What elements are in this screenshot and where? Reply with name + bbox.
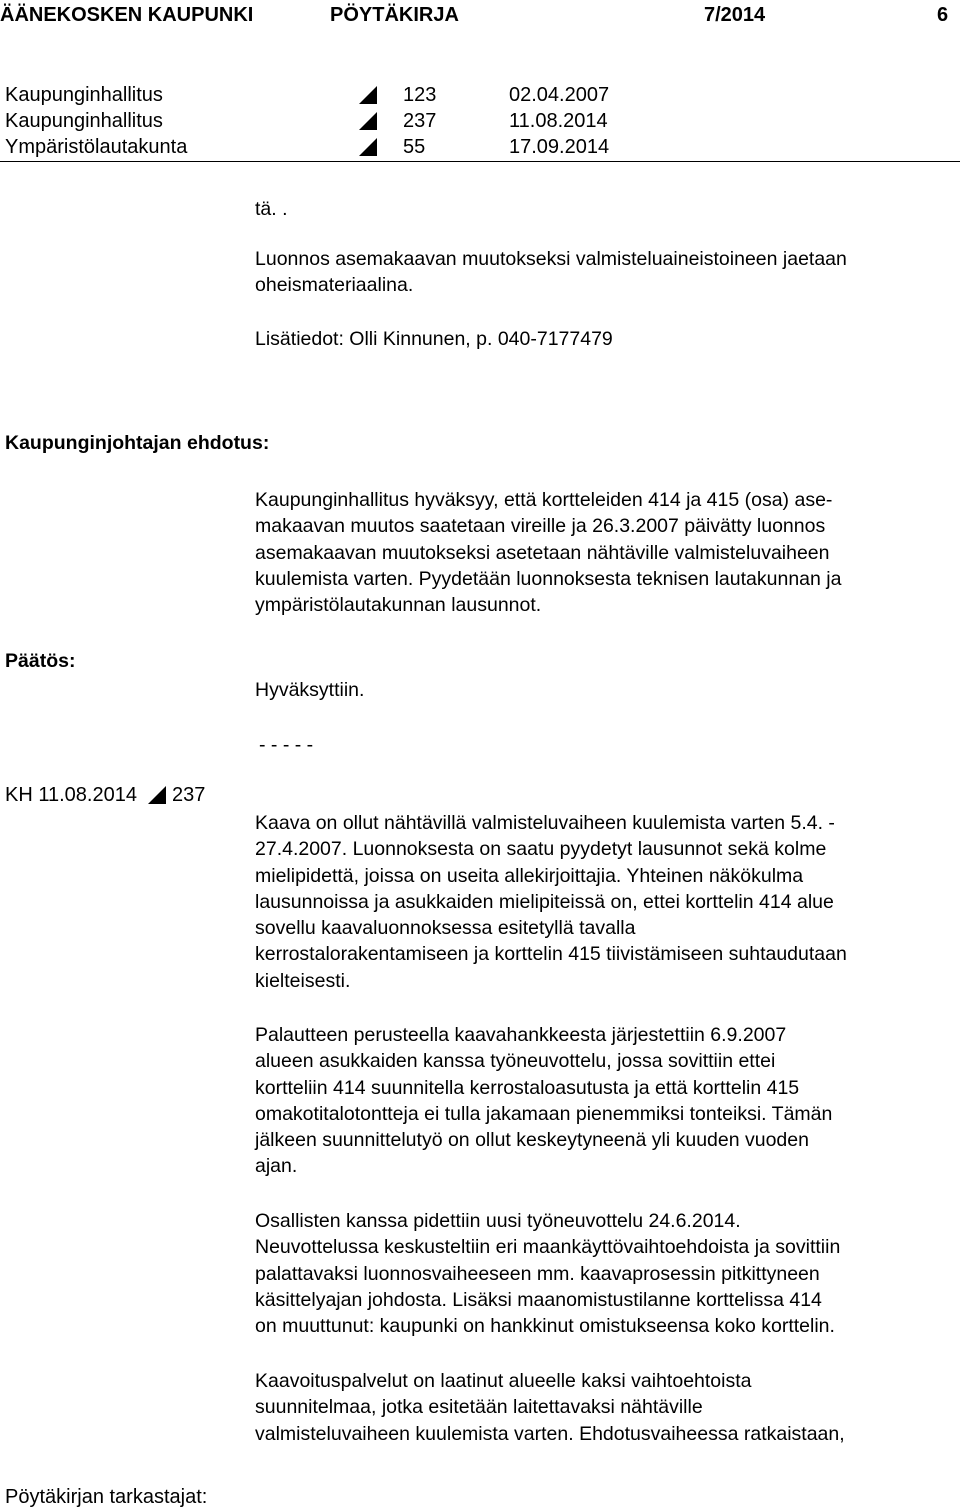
intro-fragment: tä. . xyxy=(255,198,288,220)
text-line: asemakaavan muutokseksi asetetaan nähtäville valmisteluvaiheen xyxy=(255,541,830,564)
decision-heading: Päätös: xyxy=(5,650,76,672)
text-line: kerrostalorakentamiseen ja korttelin 415 tiivistämiseen suhtaudutaan xyxy=(255,943,847,966)
page-number: 6 xyxy=(937,4,949,26)
footer-label: Pöytäkirjan tarkastajat: xyxy=(5,1486,208,1508)
reference-number: 123 xyxy=(403,84,437,106)
reference-number: 55 xyxy=(403,136,426,158)
intro-paragraph xyxy=(255,246,960,299)
doc-type: PÖYTÄKIRJA xyxy=(330,4,459,26)
text-line: valmisteluvaiheen kuulemista varten. Ehdotusvaiheessa ratkaistaan, xyxy=(255,1422,845,1445)
text-line: ajan. xyxy=(255,1155,298,1178)
reference-arrow-icon xyxy=(357,110,379,132)
header-divider xyxy=(0,161,960,162)
kh-label: KH 11.08.2014 xyxy=(5,784,137,806)
text-line: Kaavoituspalvelut on laatinut alueelle kaksi vaihtoehtoista xyxy=(255,1370,752,1392)
text-line: ympäristölautakunnan lausunnot. xyxy=(255,594,542,617)
text-line: kortteliin 414 suunnitella kerrostaloasutusta ja että korttelin 415 xyxy=(255,1076,800,1099)
kh-paragraph xyxy=(255,1368,960,1447)
text-line: Palautteen perusteella kaavahankkeesta järjestettiin 6.9.2007 xyxy=(255,1024,787,1046)
reference-arrow-icon xyxy=(357,84,379,106)
reference-body: Kaupunginhallitus xyxy=(5,110,163,132)
text-line: alueen asukkaiden kanssa työneuvottelu, jossa sovittiin ettei xyxy=(255,1050,776,1073)
text-line: jälkeen suunnittelutyö on ollut keskeytyneenä yli kuuden vuoden xyxy=(255,1129,809,1152)
kh-paragraph xyxy=(255,1022,960,1180)
reference-arrow-icon xyxy=(357,136,379,158)
reference-number: 237 xyxy=(403,110,437,132)
proposal-heading: Kaupunginjohtajan ehdotus: xyxy=(5,432,270,454)
text-line: suunnitelmaa, jotka esitetään laitettavaksi nähtäville xyxy=(255,1396,703,1419)
text-line: käsittelyajan johdosta. Lisäksi maanomistustilanne korttelissa 414 xyxy=(255,1288,822,1311)
reference-date: 02.04.2007 xyxy=(509,84,610,106)
text-line: omakotitalotontteja ei tulla jakamaan pienemmiksi tonteiksi. Tämän xyxy=(255,1102,833,1125)
text-line: lausunnoissa ja asukkaiden mielipiteissä on, ettei korttelin 414 alue xyxy=(255,890,834,913)
text-line: sovellu kaavaluonnoksessa esitetyllä tavalla xyxy=(255,917,636,940)
proposal-text xyxy=(255,487,960,618)
decision-text: Hyväksyttiin. xyxy=(255,679,365,701)
text-line: Luonnos asemakaavan muutokseksi valmisteluaineistoineen jaetaan xyxy=(255,248,847,270)
separator: - - - - - xyxy=(259,734,314,756)
org-name: ÄÄNEKOSKEN KAUPUNKI xyxy=(0,4,254,26)
reference-arrow-icon xyxy=(146,784,168,806)
text-line: Kaupunginhallitus hyväksyy, että kortteleiden 414 ja 415 (osa) ase- xyxy=(255,489,833,511)
issue-number: 7/2014 xyxy=(704,4,766,26)
text-line: mielipidettä, joissa on useita allekirjoittajia. Yhteinen näkökulma xyxy=(255,864,804,887)
kh-paragraph xyxy=(255,810,960,994)
text-line: makaavan muutos saatetaan vireille ja 26.3.2007 päivätty luonnos xyxy=(255,515,826,538)
text-line: on muuttunut: kaupunki on hankkinut omistukseensa koko korttelin. xyxy=(255,1315,835,1338)
text-line: oheismateriaalina. xyxy=(255,274,414,297)
kh-number: 237 xyxy=(172,784,206,806)
text-line: Neuvottelussa keskusteltiin eri maankäyttövaihtoehdoista ja sovittiin xyxy=(255,1236,841,1259)
contact-info: Lisätiedot: Olli Kinnunen, p. 040-7177479 xyxy=(255,328,613,350)
text-line: kuulemista varten. Pyydetään luonnoksesta teknisen lautakunnan ja xyxy=(255,567,842,590)
kh-paragraph xyxy=(255,1208,960,1339)
reference-date: 17.09.2014 xyxy=(509,136,610,158)
reference-body: Ympäristölautakunta xyxy=(5,136,188,158)
reference-body: Kaupunginhallitus xyxy=(5,84,163,106)
reference-date: 11.08.2014 xyxy=(509,110,608,132)
text-line: Osallisten kanssa pidettiin uusi työneuvottelu 24.6.2014. xyxy=(255,1210,741,1232)
text-line: kielteisesti. xyxy=(255,969,351,992)
text-line: Kaava on ollut nähtävillä valmisteluvaiheen kuulemista varten 5.4. - xyxy=(255,812,835,834)
text-line: 27.4.2007. Luonnoksesta on saatu pyydetyt lausunnot sekä kolme xyxy=(255,838,827,861)
text-line: palattavaksi luonnosvaiheeseen mm. kaavaprosessin pitkittyneen xyxy=(255,1262,820,1285)
